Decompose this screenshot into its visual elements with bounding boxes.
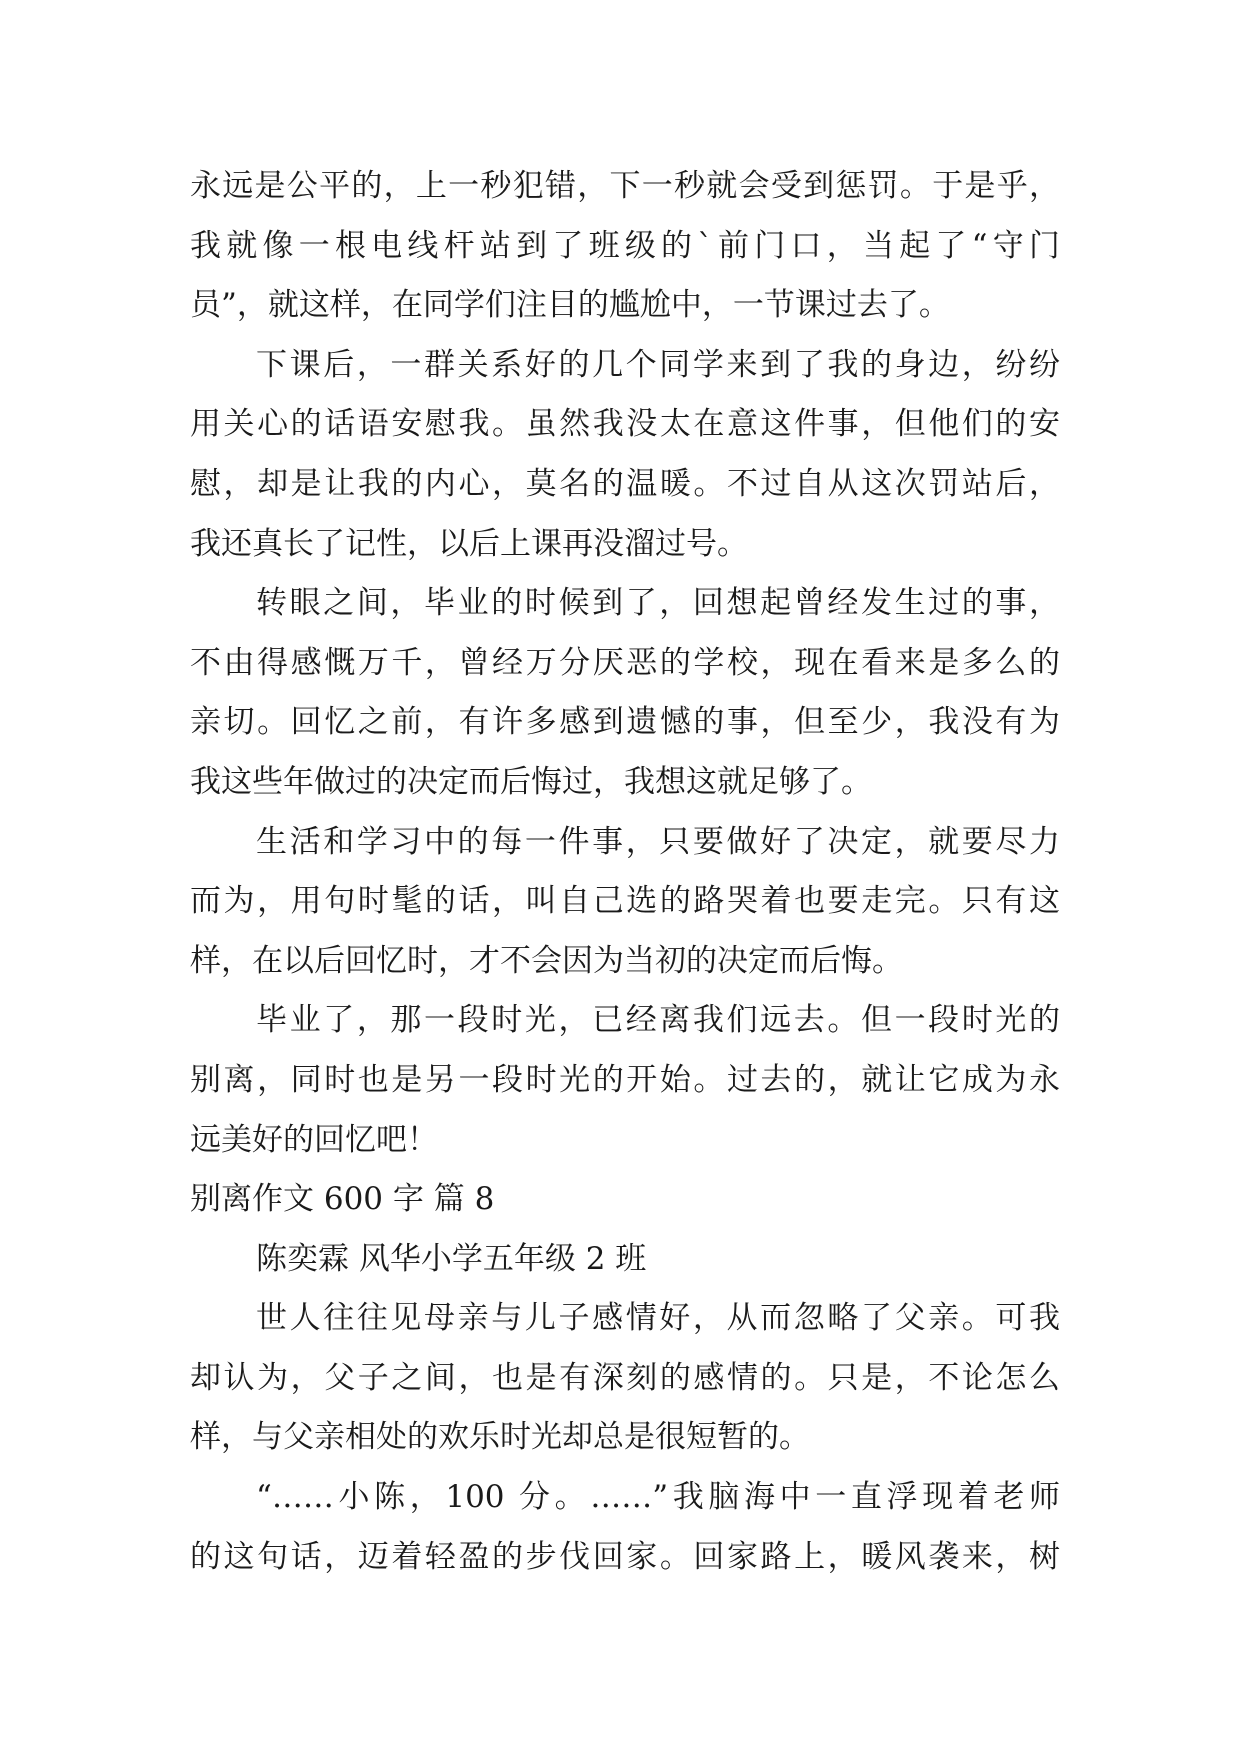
text-line: 的这句话，迈着轻盈的步伐回家。回家路上，暖风袭来，树 (190, 1538, 1060, 1575)
text-line: 生活和学习中的每一件事，只要做好了决定，就要尽力 (256, 823, 1060, 860)
text-line: 陈奕霖 风华小学五年级 2 班 (256, 1240, 647, 1277)
text-line: 永远是公平的，上一秒犯错，下一秒就会受到惩罚。于是乎， (190, 168, 1060, 204)
text-line: 员”，就这样，在同学们注目的尴尬中，一节课过去了。 (190, 287, 950, 324)
text-line: 下课后，一群关系好的几个同学来到了我的身边，纷纷 (256, 346, 1060, 383)
text-line: 却认为，父子之间，也是有深刻的感情的。只是，不论怎么 (190, 1359, 1060, 1396)
text-line: 样，在以后回忆时，才不会因为当初的决定而后悔。 (190, 942, 903, 979)
text-line: 远美好的回忆吧！ (190, 1121, 438, 1158)
text-line: 不由得感慨万千，曾经万分厌恶的学校，现在看来是多么的 (190, 644, 1060, 681)
text-line: 转眼之间，毕业的时候到了，回想起曾经发生过的事， (256, 585, 1060, 622)
text-line: 别离，同时也是另一段时光的开始。过去的，就让它成为永 (190, 1061, 1060, 1098)
text-line: 用关心的话语安慰我。虽然我没太在意这件事，但他们的安 (190, 406, 1060, 443)
text-line: 慰，却是让我的内心，莫名的温暖。不过自从这次罚站后， (190, 465, 1060, 502)
text-line: 别离作文 600 字 篇 8 (190, 1181, 495, 1218)
text-line: 世人往往见母亲与儿子感情好，从而忽略了父亲。可我 (256, 1300, 1060, 1337)
text-line: 我这些年做过的决定而后悔过，我想这就足够了。 (190, 763, 872, 800)
text-line: 样，与父亲相处的欢乐时光却总是很短暂的。 (190, 1419, 810, 1456)
text-line: 毕业了，那一段时光，已经离我们远去。但一段时光的 (256, 1002, 1060, 1039)
text-line: 亲切。回忆之前，有许多感到遗憾的事，但至少，我没有为 (190, 704, 1060, 741)
text-line: “……小陈，100 分。……”我脑海中一直浮现着老师 (256, 1479, 1060, 1516)
text-line: 我还真长了记性，以后上课再没溜过号。 (190, 525, 748, 562)
text-line: 而为，用句时髦的话，叫自己选的路哭着也要走完。只有这 (190, 883, 1060, 920)
text-line: 我就像一根电线杆站到了班级的`前门口，当起了“守门 (190, 227, 1060, 264)
body-text (190, 157, 1060, 1587)
